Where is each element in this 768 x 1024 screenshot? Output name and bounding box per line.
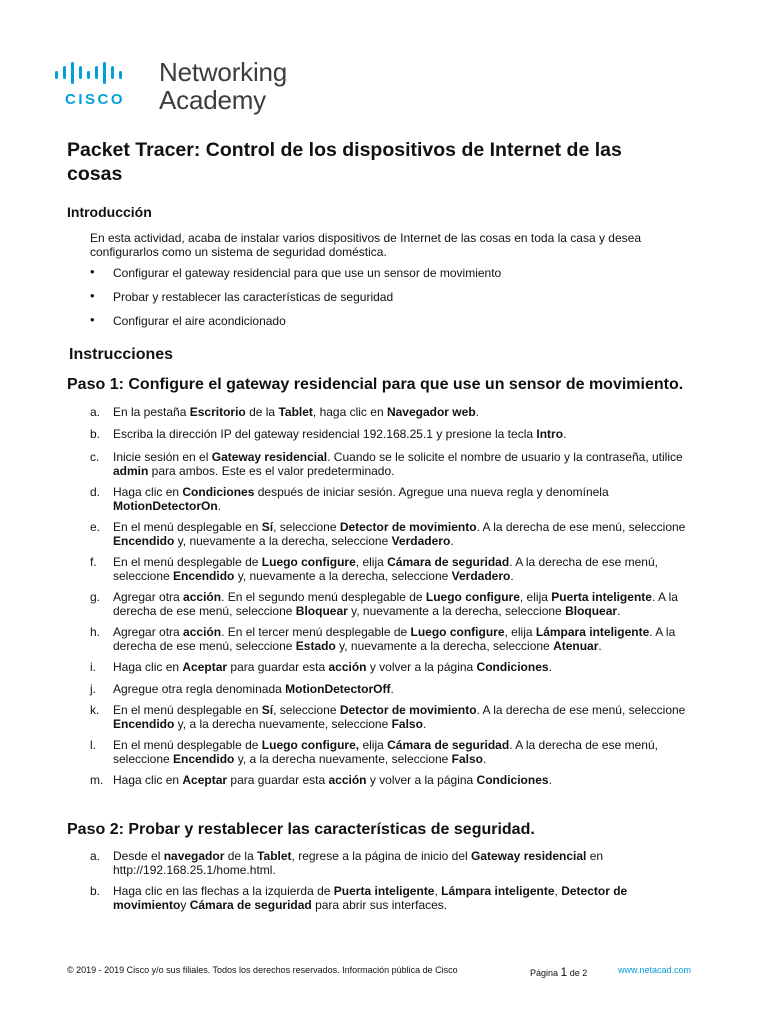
intro-bullet-list: [90, 266, 501, 338]
step-marker: d.: [90, 485, 101, 499]
footer-netacad-link[interactable]: www.netacad.com: [618, 965, 692, 975]
step-item: [90, 885, 700, 912]
step-marker: a.: [90, 405, 101, 419]
step-text: En el menú desplegable de Luego configure, elija Cámara de seguridad. A la derecha de ese menú, seleccione Encendido y, a la derecha nuevamente, seleccione Falso.: [113, 738, 658, 766]
instructions-heading: Instrucciones: [69, 346, 174, 363]
document-title: Packet Tracer: Control de los dispositivos de Internet de las cosas: [67, 139, 622, 185]
step-text: Haga clic en Condiciones después de iniciar sesión. Agregue una nueva regla y denomínela MotionDetectorOn.: [113, 485, 609, 513]
step-marker: c.: [90, 450, 100, 464]
step-item: [90, 850, 700, 877]
page-label: Página: [530, 968, 559, 978]
step-marker: k.: [90, 703, 100, 717]
paso2-step-list: [90, 850, 700, 920]
logo-line-networking: Networking: [159, 57, 288, 87]
paso1-step-list: [90, 406, 700, 796]
bullet-item: • Probar y restablecer las características de seguridad: [90, 290, 501, 314]
step-marker: a.: [90, 849, 101, 863]
intro-paragraph: En esta actividad, acaba de instalar varios dispositivos de Internet de las cosas en toda la casa y desea configurarlos como un sistema de seguridad doméstica.: [90, 231, 641, 259]
step-text: Agregue otra regla denominada MotionDetectorOff.: [113, 681, 394, 696]
step-text: Inicie sesión en el Gateway residencial. Cuando se le solicite el nombre de usuario y la contraseña, utilice admin para ambos. Este es el valor predeterminado.: [113, 450, 683, 478]
step-text: Escriba la dirección IP del gateway residencial 192.168.25.1 y presione la tecla Intro.: [113, 426, 567, 441]
step-text: En el menú desplegable en Sí, seleccione Detector de movimiento. A la derecha de ese menú, seleccione Encendido y, nuevamente a la derecha, seleccione Verdadero.: [113, 520, 686, 548]
step-text: Desde el navegador de la Tablet, regrese a la página de inicio del Gateway residencial en http://192.168.25.1/home.html.: [113, 849, 604, 877]
step-marker: h.: [90, 625, 101, 639]
step-item: [90, 704, 700, 731]
intro-heading: Introducción: [67, 204, 152, 220]
step-marker: m.: [90, 773, 104, 787]
step-marker: j.: [90, 681, 96, 696]
step-item: [90, 591, 700, 618]
step-item: [90, 486, 700, 513]
step-item: [90, 406, 700, 420]
paso2-heading: Paso 2: Probar y restablecer las características de seguridad.: [67, 821, 535, 838]
networking-academy-logo: [52, 58, 312, 118]
step-item: [90, 556, 700, 583]
footer-copyright: © 2019 - 2019 Cisco y/o sus filiales. Todos los derechos reservados. Información pública de Cisco: [67, 965, 458, 975]
step-text: Haga clic en las flechas a la izquierda de Puerta inteligente, Lámpara inteligente, Detector de movimientoy Cámara de seguridad para abrir sus interfaces.: [113, 884, 628, 912]
step-item: [90, 451, 700, 478]
step-text: Haga clic en Aceptar para guardar esta acción y volver a la página Condiciones.: [113, 660, 552, 674]
step-marker: b.: [90, 884, 101, 898]
step-item: [90, 739, 700, 766]
cisco-wordmark: CISCO: [65, 91, 126, 108]
page-num: 1: [560, 965, 568, 979]
step-text: Agregar otra acción. En el segundo menú desplegable de Luego configure, elija Puerta inteligente. A la derecha de ese menú, seleccione Bloquear y, nuevamente a la derecha, seleccione Bloquear.: [113, 590, 678, 618]
page-of: de 2: [569, 968, 588, 978]
step-item: [90, 774, 700, 788]
step-item: [90, 683, 700, 697]
step-marker: f.: [90, 555, 97, 569]
step-text: Agregar otra acción. En el tercer menú desplegable de Luego configure, elija Lámpara inteligente. A la derecha de ese menú, seleccione Estado y, nuevamente a la derecha, seleccione Atenuar.: [113, 625, 676, 653]
step-marker: l.: [90, 738, 96, 752]
step-item: [90, 661, 700, 675]
cisco-bars-icon: [55, 62, 145, 84]
step-text: En el menú desplegable en Sí, seleccione Detector de movimiento. A la derecha de ese menú, seleccione Encendido y, a la derecha nuevamente, seleccione Falso.: [113, 703, 686, 731]
step-marker: b.: [90, 426, 101, 441]
step-marker: i.: [90, 660, 96, 674]
step-item: [90, 521, 700, 548]
step-text: En el menú desplegable de Luego configure, elija Cámara de seguridad. A la derecha de ese menú, seleccione Encendido y, nuevamente a la derecha, seleccione Verdadero.: [113, 555, 658, 583]
footer-page-number: [530, 965, 587, 979]
paso1-heading: Paso 1: Configure el gateway residencial para que use un sensor de movimiento.: [67, 376, 684, 393]
step-item: [90, 428, 700, 442]
step-text: En la pestaña Escritorio de la Tablet, haga clic en Navegador web.: [113, 405, 479, 419]
bullet-item: • Configurar el gateway residencial para que use un sensor de movimiento: [90, 266, 501, 290]
step-item: [90, 626, 700, 653]
step-marker: g.: [90, 590, 101, 604]
bullet-item: • Configurar el aire acondicionado: [90, 314, 501, 338]
step-marker: e.: [90, 520, 101, 534]
logo-text: [159, 58, 287, 114]
logo-line-academy: Academy: [159, 85, 266, 115]
step-text: Haga clic en Aceptar para guardar esta acción y volver a la página Condiciones.: [113, 773, 552, 787]
